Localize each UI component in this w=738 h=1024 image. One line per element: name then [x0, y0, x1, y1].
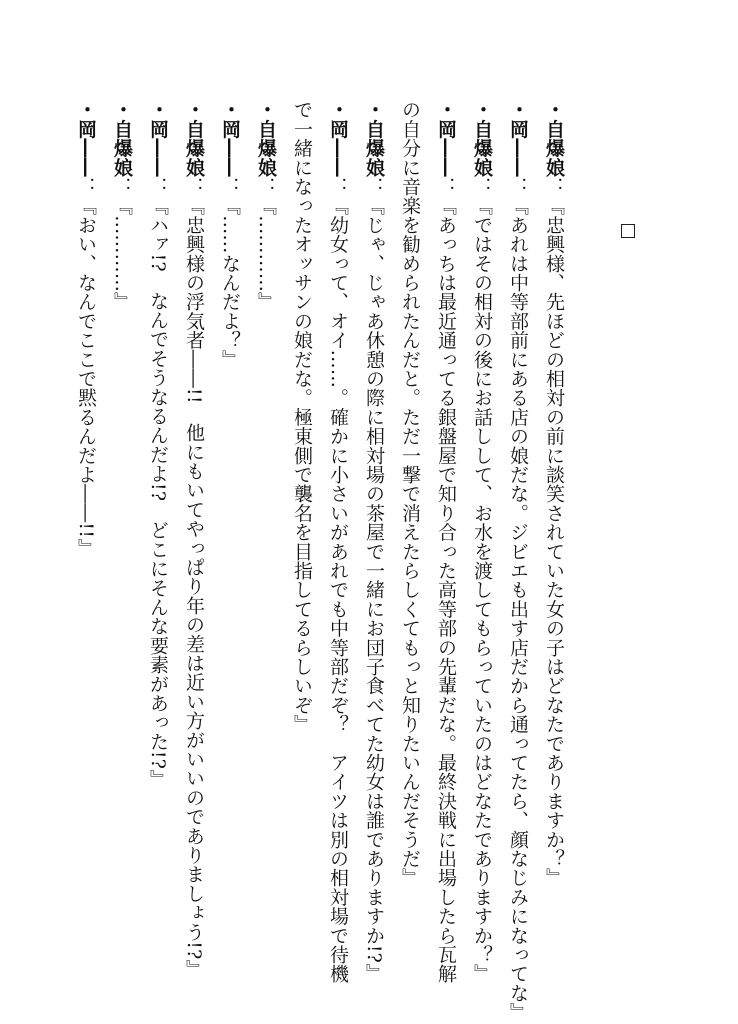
dialogue-text: 『忠興様の浮気者――!! 他にもいてやっぱり年の差は近い方がいいのでありましょう!?』: [183, 196, 205, 979]
dialogue-line-7: ・岡――：『幼女って、オイ……。確かに小さいがあれでも中等部だぞ？ アイツは別の相対場で待機: [327, 100, 349, 984]
dialogue-text: 『ハァ!? なんでそうなるんだよ!? どこにそんな要素があった!?』: [147, 196, 169, 789]
dialogue-line-1: ・自爆娘：『忠興様、先ほどの相対の前に談笑されていた女の子はどなたでありますか？』: [543, 100, 565, 888]
dialogue-text: 『忠興様、先ほどの相対の前に談笑されていた女の子はどなたでありますか？』: [543, 196, 565, 888]
speaker-label: 自爆娘: [111, 119, 133, 177]
vertical-dialogue-block: [75, 100, 572, 1022]
dialogue-line-2: ・岡――：『あれは中等部前にある店の娘だな。ジビエも出す店だから通ってたら、顔なじみになってな』: [507, 100, 529, 1022]
dialogue-line-6: ・自爆娘：『じゃ、じゃあ休憩の際に相対場の茶屋で一緒にお団子食べてた幼女は誰でありますか!?』: [363, 100, 385, 983]
speaker-label: 自爆娘: [543, 119, 565, 177]
dialogue-text: 『幼女って、オイ……。確かに小さいがあれでも中等部だぞ？ アイツは別の相対場で待機: [327, 196, 349, 984]
dialogue-line-8: [284, 100, 320, 960]
speaker-label: 岡――: [147, 119, 169, 177]
dialogue-line-9: ・自爆娘：『…………』: [255, 100, 277, 312]
dialogue-text: 『…………』: [111, 196, 133, 312]
speaker-label: 岡――: [435, 119, 457, 177]
speaker-label: 岡――: [75, 119, 97, 177]
dialogue-text: 『……なんだよ？』: [219, 196, 241, 369]
dialogue-line-10: ・岡――：『……なんだよ？』: [219, 100, 241, 369]
speaker-label: 自爆娘: [363, 119, 385, 177]
dialogue-line-5: [392, 100, 428, 960]
dialogue-line-11: ・自爆娘：『忠興様の浮気者――!! 他にもいてやっぱり年の差は近い方がいいのでありましょう!?』: [183, 100, 205, 979]
dialogue-line-13: ・自爆娘：『…………』: [111, 100, 133, 312]
speaker-label: 自爆娘: [183, 119, 205, 177]
dialogue-text: 『ではその相対の後にお話しして、お水を渡してもらっていたのはどなたでありますか？』: [471, 196, 493, 984]
speaker-label: 岡――: [507, 119, 529, 177]
speaker-label: 自爆娘: [255, 119, 277, 177]
dialogue-text: 『あっちは最近通ってる銀盤屋で知り合った高等部の先輩だな。最終決戦に出場したら瓦解: [435, 196, 457, 984]
dialogue-line-12: ・岡――：『ハァ!? なんでそうなるんだよ!? どこにそんな要素があった!?』: [147, 100, 169, 789]
header-square-mark: [621, 224, 635, 238]
dialogue-line-14: ・岡――：『おい、なんでここで黙るんだよ――!!』: [75, 100, 97, 558]
dialogue-text: 『じゃ、じゃあ休憩の際に相対場の茶屋で一緒にお団子食べてた幼女は誰でありますか!?』: [363, 196, 385, 983]
dialogue-text: の自分に音楽を勧められたんだと。ただ一撃で消えたらしくてもっと知りたいんだそうだ』: [399, 100, 421, 888]
dialogue-text: 『あれは中等部前にある店の娘だな。ジビエも出す店だから通ってたら、顔なじみになってな』: [507, 196, 529, 1022]
dialogue-text: 『…………』: [255, 196, 277, 312]
dialogue-text: で一緒になったオッサンの娘だな。極東側で襲名を目指してるらしいぞ』: [291, 100, 313, 734]
dialogue-line-4: ・岡――：『あっちは最近通ってる銀盤屋で知り合った高等部の先輩だな。最終決戦に出場したら瓦解: [435, 100, 457, 984]
speaker-label: 自爆娘: [471, 119, 493, 177]
dialogue-text: 『おい、なんでここで黙るんだよ――!!』: [75, 196, 97, 558]
speaker-label: 岡――: [219, 119, 241, 177]
dialogue-line-3: ・自爆娘：『ではその相対の後にお話しして、お水を渡してもらっていたのはどなたでありますか？』: [471, 100, 493, 984]
speaker-label: 岡――: [327, 119, 349, 177]
